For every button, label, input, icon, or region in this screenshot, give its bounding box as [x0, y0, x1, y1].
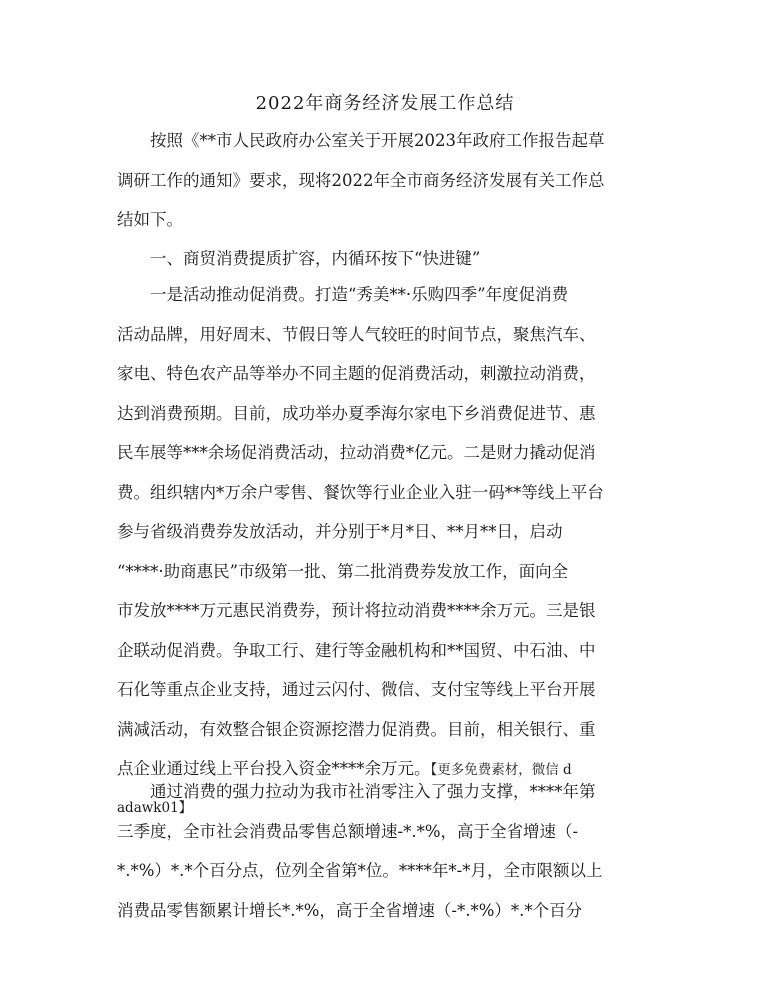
paragraph-line-text: 点企业通过线上平台投入资金****余万元。: [117, 759, 431, 778]
paragraph-line: 一是活动推动促消费。打造“秀美**·乐购四季”年度促消费: [150, 285, 569, 304]
promo-note: 【更多免费素材，微信 d: [430, 762, 572, 778]
paragraph-intro: [117, 121, 652, 240]
paragraph-line: 结如下。: [117, 210, 183, 229]
page-title: 2022年商务经济发展工作总结: [255, 93, 515, 114]
paragraph-line: 费。组织辖内*万余户零售、餐饮等行业企业入驻一码**等线上平台: [117, 482, 604, 502]
paragraph-line: 消费品零售额累计增长*.*%，高于全省增速（-*.*%）*.*个百分: [117, 900, 583, 920]
paragraph-line: “****·助商惠民”市级第一批、第二批消费券发放工作，面向全: [117, 561, 569, 581]
paragraph-line: 调研工作的通知》要求，现将2022年全市商务经济发展有关工作总: [117, 170, 605, 190]
paragraph-line: *.*%）*.*个百分点，位列全省第*位。****年*-*月，全市限额以上: [117, 861, 603, 880]
paragraph-line: 民车展等***余场促消费活动，拉动消费*亿元。二是财力撬动促消: [117, 443, 596, 462]
paragraph-line: 家电、特色农产品等举办不同主题的促消费活动，刺激拉动消费，: [117, 364, 596, 383]
paragraph-line: 市发放****万元惠民消费券，预计将拉动消费****余万元。三是银: [117, 601, 596, 620]
promo-note-tail: adawk01】: [117, 799, 193, 816]
paragraph-line: 石化等重点企业支持，通过云闪付、微信、支付宝等线上平台开展: [117, 680, 596, 699]
section-heading: [117, 239, 652, 279]
paragraph-line: 活动品牌，用好周末、节假日等人气较旺的时间节点，聚焦汽车、: [117, 324, 596, 344]
paragraph-line: 参与省级消费券发放活动，并分别于*月*日、**月**日，启动: [117, 522, 563, 541]
section-heading-text: 一、商贸消费提质扩容，内循环按下“快进键”: [150, 249, 481, 268]
paragraph-line: 通过消费的强力拉动为我市社消零注入了强力支撑，****年第: [150, 782, 596, 801]
paragraph-line: 达到消费预期。目前，成功举办夏季海尔家电下乡消费促进节、惠: [117, 403, 596, 423]
paragraph-line: 企联动促消费。争取工行、建行等金融机构和**国贸、中石油、中: [117, 640, 596, 660]
paragraph-line: 按照《**市人民政府办公室关于开展2023年政府工作报告起草: [150, 131, 605, 150]
paragraph-line: 三季度，全市社会消费品零售总额增速-*.*%，高于全省增速（-: [117, 821, 579, 841]
paragraph-results: [117, 772, 652, 930]
paragraph-consumption: [117, 275, 652, 828]
paragraph-line: 满减活动，有效整合银企资源挖潜力促消费。目前，相关银行、重: [117, 719, 596, 739]
